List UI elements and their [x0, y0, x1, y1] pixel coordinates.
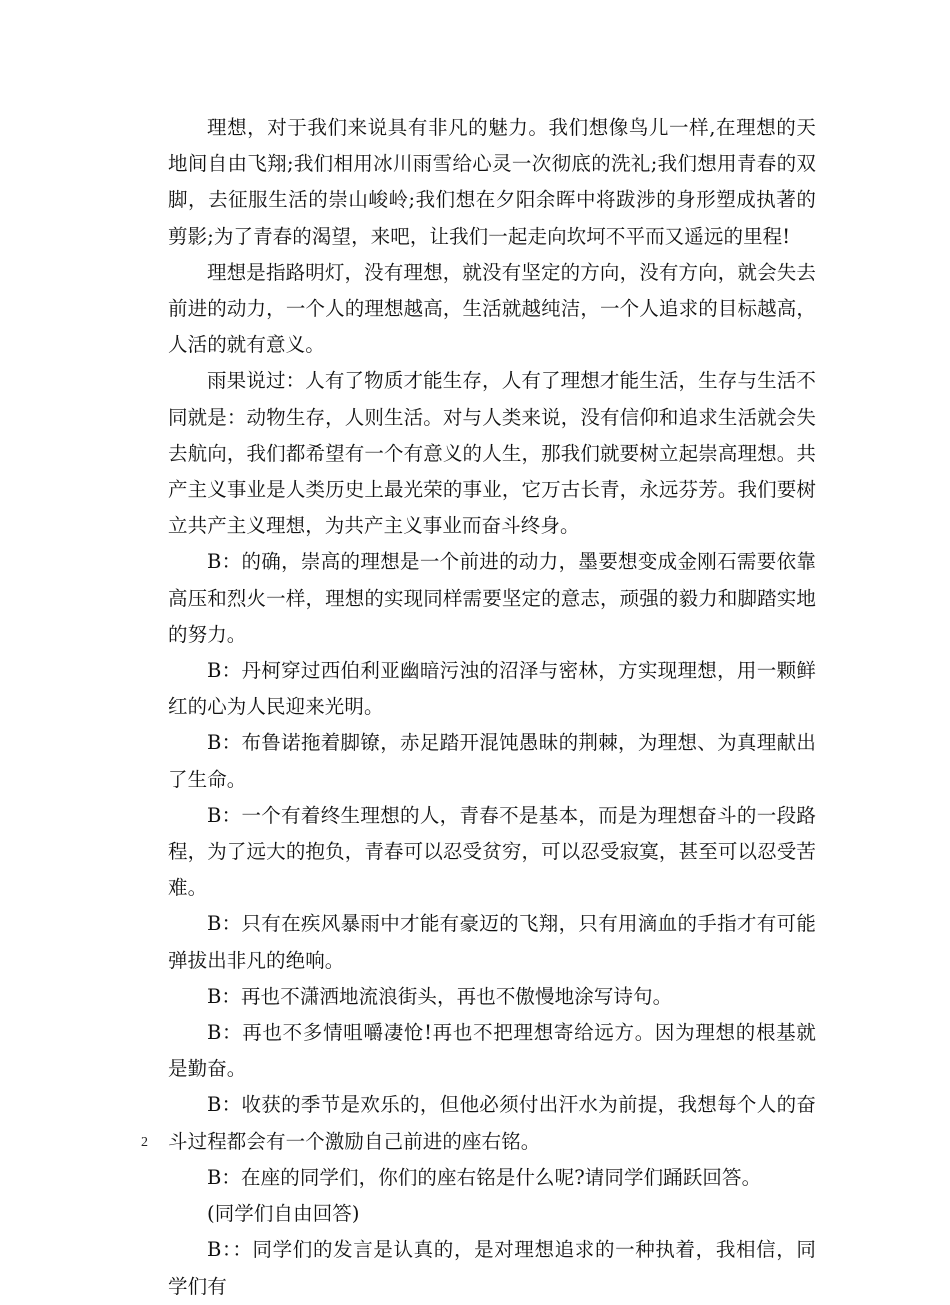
paragraph: B：布鲁诺拖着脚镣，赤足踏开混饨愚昧的荆棘，为理想、为真理献出了生命。	[168, 731, 816, 791]
paragraph: B：收获的季节是欢乐的，但他必须付出汗水为前提，我想每个人的奋斗过程都会有一个激励自己前进的座右铭。	[168, 1093, 816, 1153]
paragraph: B：：同学们的发言是认真的，是对理想追求的一种执着，我相信，同学们有	[168, 1238, 816, 1298]
paragraph: B：再也不多情咀嚼凄怆!再也不把理想寄给远方。因为理想的根基就是勤奋。	[168, 1021, 816, 1081]
paragraph: 雨果说过：人有了物质才能生存，人有了理想才能生活，生存与生活不同就是：动物生存，人则生活。对与人类来说，没有信仰和追求生活就会失去航向，我们都希望有一个有意义的人生，那我们就要树立起崇高理想。共产主义事业是人类历史上最光荣的事业，它万古长青，永远芬芳。我们要树立共产主义理想，为共产主义事业而奋斗终身。	[168, 369, 816, 538]
paragraph: B：丹柯穿过西伯利亚幽暗污浊的沼泽与密林，方实现理想，用一颗鲜红的心为人民迎来光明。	[168, 659, 816, 719]
paragraph: (同学们自由回答)	[207, 1202, 360, 1226]
paragraph: B：在座的同学们，你们的座右铭是什么呢?请同学们踊跃回答。	[207, 1165, 762, 1189]
paragraph: 理想，对于我们来说具有非凡的魅力。我们想像鸟儿一样,在理想的天地间自由飞翔;我们相用冰川雨雪给心灵一次彻底的洗礼;我们想用青春的双脚，去征服生活的崇山峻岭;我们想在夕阳余晖中将跋涉的身形塑成执著的剪影;为了青春的渴望，来吧，让我们一起走向坎坷不平而又遥远的里程!	[168, 116, 816, 248]
page-number: 2	[141, 1135, 148, 1150]
paragraph: B：的确，崇高的理想是一个前进的动力，墨要想变成金刚石需要依靠高压和烈火一样，理想的实现同样需要坚定的意志，顽强的毅力和脚踏实地的努力。	[168, 550, 816, 646]
paragraph: B：再也不潇洒地流浪街头，再也不傲慢地涂写诗句。	[207, 984, 673, 1008]
paragraph: B：一个有着终生理想的人，青春不是基本，而是为理想奋斗的一段路程，为了远大的抱负，青春可以忍受贫穷，可以忍受寂寞，甚至可以忍受苦难。	[168, 803, 816, 900]
document-body	[168, 110, 816, 1305]
paragraph: 理想是指路明灯，没有理想，就没有坚定的方向，没有方向，就会失去前进的动力，一个人的理想越高，生活就越纯洁，一个人追求的目标越高，人活的就有意义。	[168, 260, 816, 357]
paragraph: B：只有在疾风暴雨中才能有豪迈的飞翔，只有用滴血的手指才有可能弹拔出非凡的绝响。	[168, 912, 816, 972]
